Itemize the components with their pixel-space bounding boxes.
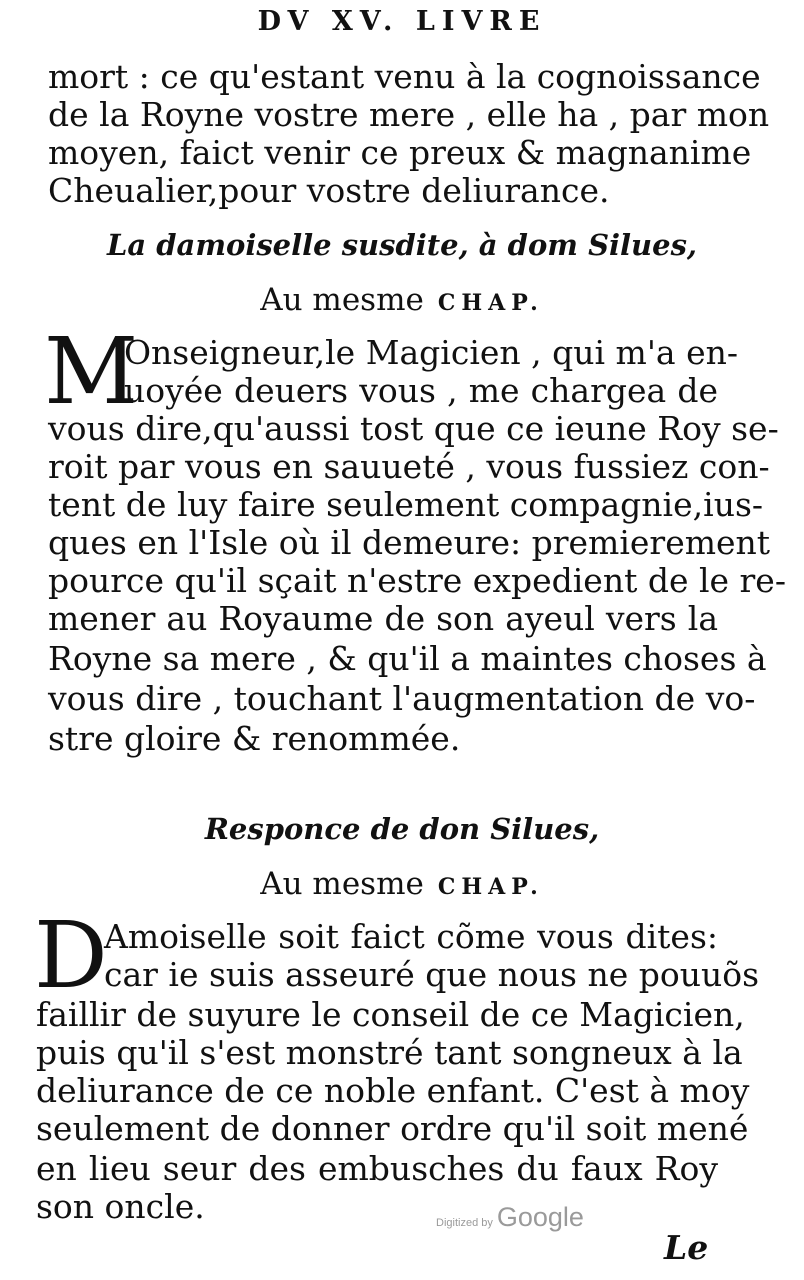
section-subheading (0, 282, 804, 318)
text-line: moyen, faict venir ce preux & magnanime (48, 133, 752, 172)
drop-cap: M (44, 318, 139, 425)
catchword: Le (664, 1228, 709, 1267)
text-line: tent de luy faire seulement compagnie,ius- (48, 485, 764, 524)
text-line: mener au Royaume de son ayeul vers la (48, 599, 718, 638)
text-line: de la Royne vostre mere , elle ha , par mon (48, 95, 770, 134)
section-heading: Responce de don Silues, (204, 812, 600, 846)
text-line: en lieu seur des embusches du faux Roy (36, 1149, 718, 1188)
subheading-prefix: Au mesme (260, 282, 424, 318)
subheading-prefix: Au mesme (260, 866, 424, 902)
text-line: car ie suis asseuré que nous ne pouuõs (104, 955, 760, 994)
running-head: DV XV. LIVRE (257, 6, 547, 37)
text-line: roit par vous en sauueté , vous fussiez con- (48, 447, 770, 486)
text-line: ques en l'Isle où il demeure: premierement (48, 523, 771, 562)
text-line: puis qu'il s'est monstré tant songneux à la (36, 1033, 743, 1072)
subheading-chapter: CHAP. (437, 874, 544, 900)
watermark-prefix: Digitized by (436, 1217, 493, 1229)
text-line: mort : ce qu'estant venu à la cognoissance (48, 57, 761, 96)
text-line: deliurance de ce noble enfant. C'est à moy (36, 1071, 750, 1110)
text-line: Royne sa mere , & qu'il a maintes choses à (48, 639, 767, 678)
drop-cap: D (34, 902, 108, 1009)
text-line: Onseigneur,le Magicien , qui m'a en- (124, 333, 739, 372)
text-line: stre gloire & renommée. (48, 719, 461, 758)
section-heading: La damoiselle susdite, à dom Silues, (106, 228, 698, 262)
text-line: Amoiselle soit faict cõme vous dites: (104, 917, 718, 956)
text-line: vous dire , touchant l'augmentation de vo- (48, 679, 756, 718)
text-line: Cheualier,pour vostre deliurance. (48, 171, 610, 210)
text-line: uoyée deuers vous , me chargea de (124, 371, 718, 410)
google-logo: Google (496, 1202, 584, 1232)
text-line: seulement de donner ordre qu'il soit mené (36, 1109, 749, 1148)
section-subheading (0, 866, 804, 902)
digitization-watermark (436, 1202, 584, 1233)
text-line: pource qu'il sçait n'estre expedient de le re- (48, 561, 786, 600)
text-line: son oncle. (36, 1187, 205, 1226)
subheading-chapter: CHAP. (437, 290, 544, 316)
text-line: faillir de suyure le conseil de ce Magicien, (36, 995, 745, 1034)
text-line: vous dire,qu'aussi tost que ce ieune Roy se- (48, 409, 779, 448)
